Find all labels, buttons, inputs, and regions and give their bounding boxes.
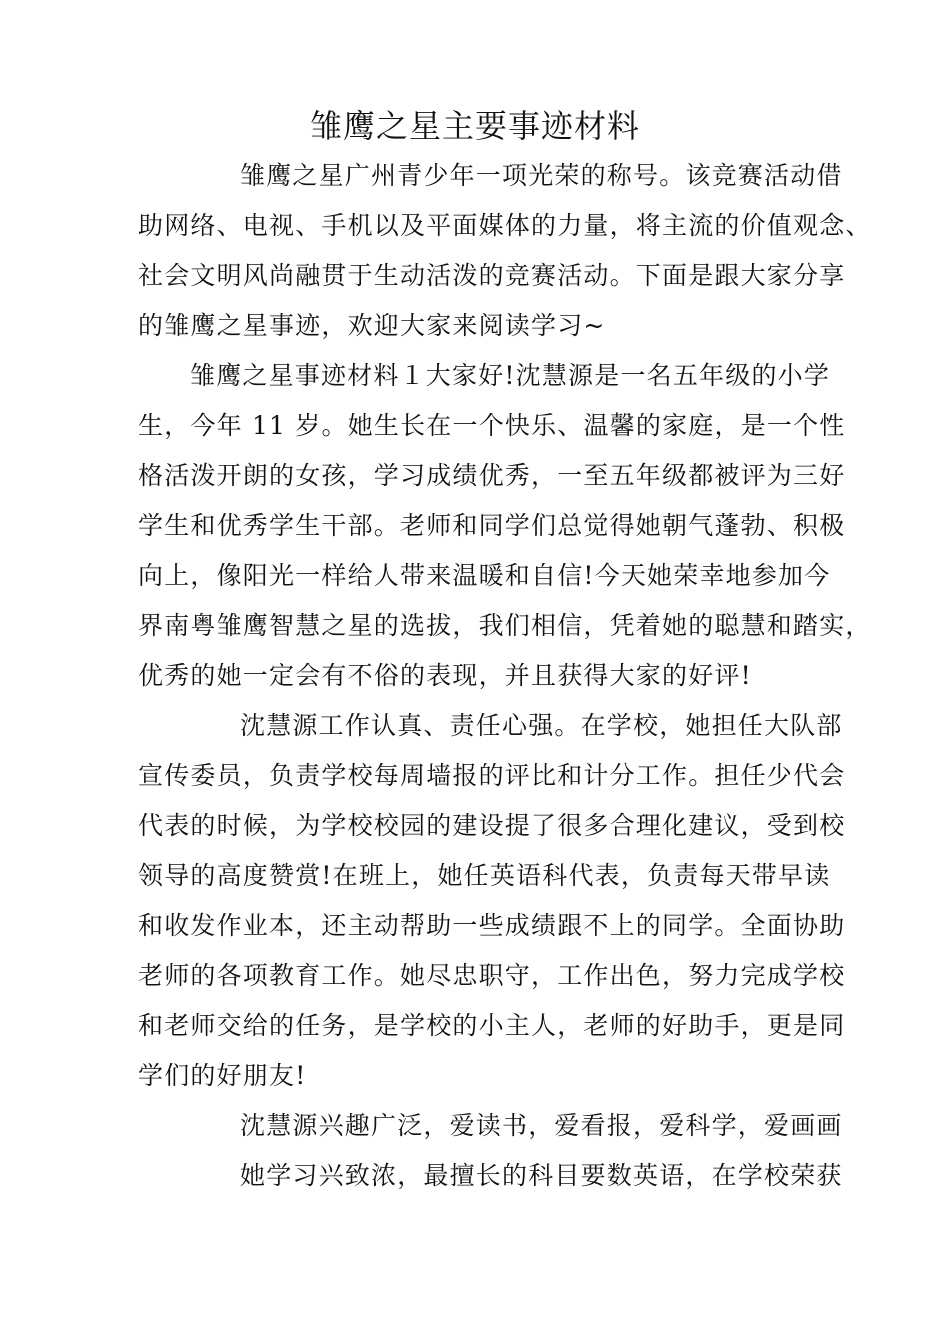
paragraph-line: 她学习兴致浓，最擅长的科目要数英语，在学校荣获 — [240, 1161, 843, 1190]
paragraph-line: 学们的好朋友! — [138, 1061, 307, 1090]
paragraph-line: 宣传委员，负责学校每周墙报的评比和计分工作。担任少代会 — [138, 761, 846, 790]
paragraph-line: 格活泼开朗的女孩，学习成绩优秀，一至五年级都被评为三好 — [138, 461, 846, 490]
paragraph-line: 向上，像阳光一样给人带来温暖和自信!今天她荣幸地参加今 — [138, 561, 831, 590]
paragraph-line: 的雏鹰之星事迹，欢迎大家来阅读学习~ — [138, 311, 606, 340]
paragraph-line: 雏鹰之星事迹材料１大家好!沈慧源是一名五年级的小学 — [190, 361, 831, 390]
paragraph-line: 雏鹰之星广州青少年一项光荣的称号。该竞赛活动借 — [240, 161, 843, 190]
paragraph-line: 和老师交给的任务，是学校的小主人，老师的好助手，更是同 — [138, 1011, 846, 1040]
paragraph-line: 老师的各项教育工作。她尽忠职守，工作出色，努力完成学校 — [138, 961, 846, 990]
paragraph-line: 生，今年 11 岁。她生长在一个快乐、温馨的家庭，是一个性 — [138, 411, 846, 440]
document-title: 雏鹰之星主要事迹材料 — [309, 107, 640, 145]
paragraph-line: 学生和优秀学生干部。老师和同学们总觉得她朝气蓬勃、积极 — [138, 511, 846, 540]
paragraph-line: 沈慧源工作认真、责任心强。在学校，她担任大队部 — [240, 711, 843, 740]
paragraph-line: 社会文明风尚融贯于生动活泼的竞赛活动。下面是跟大家分享 — [138, 261, 846, 290]
paragraph-line: 沈慧源兴趣广泛，爱读书，爱看报，爱科学，爱画画 — [240, 1111, 843, 1140]
paragraph-line: 和收发作业本，还主动帮助一些成绩跟不上的同学。全面协助 — [138, 911, 846, 940]
paragraph-line: 领导的高度赞赏!在班上，她任英语科代表，负责每天带早读 — [138, 861, 831, 890]
paragraph-line: 优秀的她一定会有不俗的表现，并且获得大家的好评! — [138, 661, 752, 690]
paragraph-line: 界南粤雏鹰智慧之星的选拔，我们相信，凭着她的聪慧和踏实， — [138, 611, 872, 640]
paragraph-line: 代表的时候，为学校校园的建设提了很多合理化建议，受到校 — [138, 811, 846, 840]
paragraph-line: 助网络、电视、手机以及平面媒体的力量，将主流的价值观念、 — [138, 211, 872, 240]
